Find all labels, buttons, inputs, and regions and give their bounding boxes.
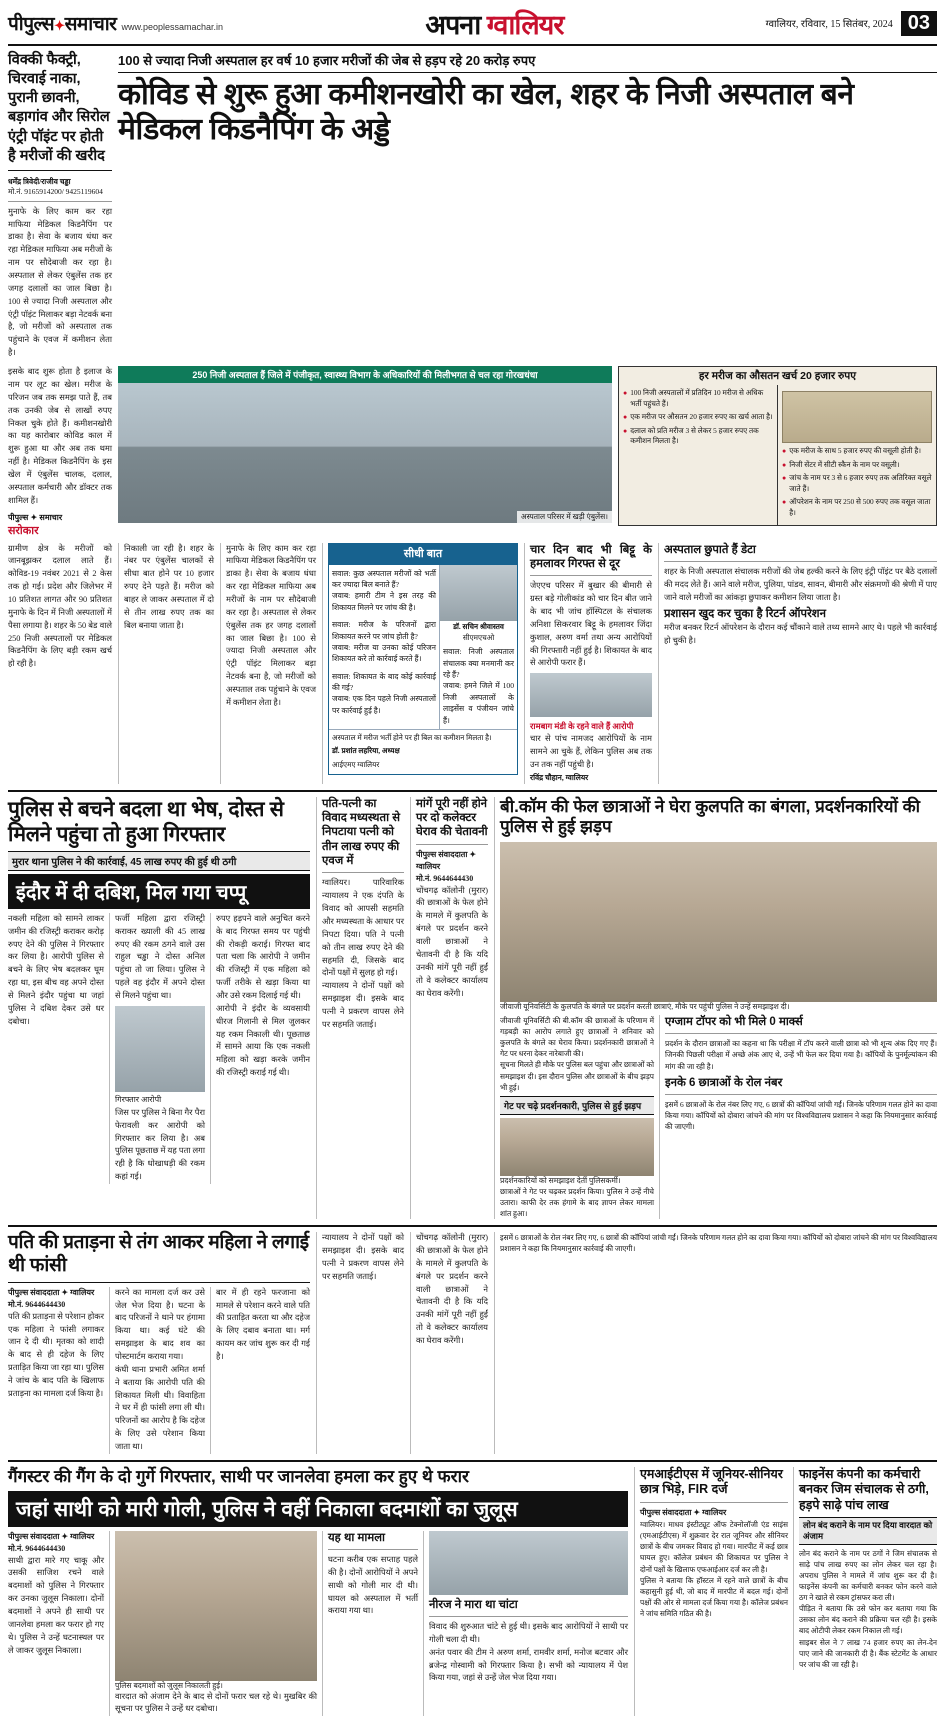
lead-photo-banner: 250 निजी अस्पताल हैं जिले में पंजीकृत, स्वास्थ्य विभाग के अधिकारियों की मिलीभगत से चल रहा गोरखधंधा	[118, 366, 612, 383]
seedhi-footer-name: डॉ. प्रशांत लहरिया, अध्यक्ष	[332, 746, 400, 756]
lead-kicker-column	[8, 51, 112, 360]
section4-right	[634, 1467, 937, 1716]
story-gangster-photo-col	[109, 1531, 317, 1716]
section3-filler-3	[494, 1232, 937, 1454]
lead-photo-caption: अस्पताल परिसर में खड़ी एंबुलेंस।	[517, 511, 612, 523]
factbox-item	[782, 446, 932, 457]
factbox-right	[777, 385, 936, 524]
story-suicide-body3: कंघी थाना प्रभारी अमित शर्मा ने बताया कि आरोपी पति की शिकायत मिली थी। विवाहिता ने घर में ही फांसी लगा ली थी। परिजनों का आरोप है कि दहेज के लिए उसे परेशान किया जाता था।	[115, 1364, 205, 1451]
lead-body-column	[8, 366, 112, 537]
story-disguise-body5: आरोपी ने इंदौर के व्यवसायी धीरज गिलानी से मिल जुलकर यह रकम निकाली थी। पूछताछ में सामने आया कि एक नकली महिला को खड़ा करके जमीन की रजिस्ट्री कराई गई थी।	[216, 1003, 310, 1078]
lead-author-mobile: मो.नं. 9165914200/ 9425119604	[8, 186, 103, 196]
factbox-item	[782, 497, 932, 518]
story-gangster-photo	[115, 1531, 317, 1681]
lead-kicker: विक्की फैक्ट्री, चिरवाई नाका, पुरानी छावनी, बड़ागांव और सिरोल एंट्री पॉइंट पर होती है मरीजों की खरीद	[8, 52, 110, 164]
story-disguise-col1	[8, 913, 104, 1184]
story-finance-body3: साइबर सेल ने 7 लाख 74 हजार रुपए का लेन-देन पाए जाने की जानकारी दी है। बैंक स्टेटमेंट के आधार पर जांच की जा रही है।	[799, 1637, 937, 1669]
lead-body-2: इसके बाद शुरू होता है इलाज के नाम पर लूट का खेल। मरीज के परिजन जब तक समझ पाते हैं, तब तक उनकी जेब से लाखों रुपए निकल चुके होते हैं। कमीशनखोरी का यह कारोबार कोविड काल में शुरू हुआ था और अब तक थमा नहीं है। मेडिकल किडनैपिंग के इस खेल में एंबुलेंस चालक, दलाल, अस्पताल कर्मचारी और डॉक्टर तक शामिल हैं।	[8, 367, 112, 505]
lead-section	[8, 51, 937, 360]
factbox-block	[618, 366, 937, 537]
factbox-item	[782, 473, 932, 494]
story-finance-body2: पीड़ित ने बताया कि उसे फोन कर बताया गया कि उसका लोन बंद कराने की प्रक्रिया चल रही है। इसके बाद ओटीपी लेकर रकम निकाल ली गई।	[799, 1604, 937, 1636]
story-gangster-head: गैंगस्टर की गैंग के दो गुर्गे गिरफ्तार, साथी पर जानलेवा हमला कर हुए थे फरार	[8, 1466, 469, 1486]
story-bcom-photo-caption: जीवाजी यूनिवर्सिटी के कुलपति के बंगले पर प्रदर्शन करती छात्राएं, मौके पर पहुंची पुलिस ने उन्हें समझाइश दी।	[500, 1001, 790, 1011]
qa-question: सवाल: निजी अस्पताल संचालक क्या मनमानी कर रहे हैं?	[443, 647, 514, 679]
masthead	[8, 6, 937, 46]
story-bcom-photo2	[500, 1118, 654, 1176]
masthead-left	[8, 10, 223, 36]
story-suicide-col3	[210, 1287, 310, 1454]
factbox-item-text: दलाल को प्रति मरीज 3 से लेकर 5 हजार रुपए तक कमीशन मिलता है।	[630, 425, 759, 446]
bullet-icon: ●	[782, 447, 787, 456]
qa-answer: जवाब: मरीज या उनका कोई परिजन शिकायत करे तो कार्रवाई करते हैं।	[332, 642, 436, 664]
qa-item	[440, 643, 517, 729]
story-mits-body2: पुलिस ने बताया कि हॉस्टल में रहने वाले छात्रों के बीच कहासुनी हुई थी, जो बाद में मारपीट में बदल गई। दोनों पक्षों की ओर से मामला दर्ज किया गया है। कॉलेज प्रबंधन ने जांच समिति गठित की है।	[640, 1575, 788, 1618]
qa-item	[329, 616, 439, 668]
section3-filler-3-text: इसमें 6 छात्राओं के रोल नंबर लिए गए, 6 छात्रों की कॉपियां जांची गईं। जिनके परिणाम गलत होने का दावा किया गया। कॉपियों को दोबारा जांचने की मांग पर विश्वविद्यालय प्रशासन ने कहा कि नियमानुसार कार्रवाई की जाएगी।	[500, 1233, 937, 1254]
section3-filler-1	[316, 1232, 404, 1454]
story-gangster-photo-caption: पुलिस बदमाशों को जुलूस निकालती हुई।	[115, 1680, 223, 1690]
story-mits	[640, 1467, 788, 1670]
factbox-item-text: निजी सेंटर में सीटी स्कैन के नाम पर वसूली।	[789, 459, 900, 469]
story-bcom	[494, 797, 937, 1220]
edition-title-left: अपना	[425, 9, 487, 40]
story-disguise-strap: मुरार थाना पुलिस ने की कार्रवाई, 45 लाख रुपए की हुई थी ठगी	[8, 851, 310, 871]
lead-photo	[118, 383, 612, 523]
story-finance-fraud	[793, 1467, 937, 1670]
bullet-icon: ●	[782, 498, 787, 507]
seedhi-title: सीधी बात	[329, 544, 517, 565]
website-url[interactable]: www.peoplessamachar.in	[121, 22, 224, 32]
lead-headline-column	[118, 51, 937, 360]
lead-body-1: मुनाफे के लिए काम कर रहा माफिया मेडिकल किडनैपिंग पर डाका है। सेवा के बजाय धंधा कर रहा मेडिकल माफिया अब मरीजों के नाम पर सौदेबाजी कर रहा है। अस्पताल से लेकर एंबुलेंस तक हर जगह दलालों का जाल बिछा है। 100 से ज्यादा निजी अस्पताल और एंट्री पॉइंट मिलाकर बड़ा नेटवर्क बना है, जो मरीजों को अस्पताल तक पहुंचाने के एवज में कमीशन लेता है।	[8, 206, 112, 358]
qa-question: सवाल: कुछ अस्पताल मरीजों को भर्ती कर ज्यादा बिल बनाते हैं?	[332, 568, 436, 589]
story-hospital-head: अस्पताल छुपाते हैं डेटा	[664, 543, 756, 556]
story-finance-head: फाइनेंस कंपनी का कर्मचारी बनकर जिम संचालक से ठगी, हड़पे साढ़े पांच लाख	[799, 1466, 929, 1513]
factbox-item-text: ऑपरेशन के नाम पर 250 से 500 रुपए तक वसूल जाता है।	[789, 497, 931, 517]
story-gangster	[8, 1467, 628, 1716]
story-disguise-photo-caption: गिरफ्तार आरोपी	[115, 1094, 162, 1104]
story-gangster-body3: अनंत पवार की टीम ने अरुण शर्मा, रामवीर शर्मा, मनोज बटवार और ब्रजेन्द्र गोस्वामी को गिरफ्तार किया है। सभी को न्यायालय में पेश किया गया, जहां से उन्हें जेल भेज दिया गया।	[429, 1647, 628, 1683]
story-warning-head: मांगें पूरी नहीं होने पर दो कलेक्टर घेराव की चेतावनी	[416, 797, 488, 839]
story-gangster-mobile: मो.नं. 9644644430	[8, 1543, 66, 1553]
logo-left-text: पीपुल्स	[8, 14, 55, 35]
story-hospital-body2: मरीज बनकर रिटर्न ऑपरेशन के दौरान कई चौंकाने वाले तथ्य सामने आए थे। पहले भी कार्रवाई हो चुकी है।	[664, 622, 937, 645]
qa-item	[329, 668, 439, 720]
story-bcom-body2: सूचना मिलते ही मौके पर पुलिस बल पहुंचा और छात्राओं को समझाइश दी। इस दौरान पुलिस और छात्राओं के बीच झड़प भी हुई।	[500, 1060, 654, 1092]
qa-question: सवाल: मरीज के परिजनों द्वारा शिकायत करने पर जांच होती है?	[332, 620, 436, 641]
factbox-item	[623, 412, 773, 423]
story-gangster-col4	[423, 1531, 628, 1716]
factbox-item-text: एक मरीज के साथ 5 हजार रुपए की वसूली होती है।	[789, 446, 921, 456]
story-bittu-caption: रविंद्र चौहान, ग्वालियर	[530, 772, 589, 782]
logo-right-text: समाचार	[64, 14, 117, 35]
story-bcom-col1	[500, 1015, 654, 1219]
story-topper-head: एग्जाम टॉपर को भी मिले 0 मार्क्स	[665, 1015, 803, 1028]
story-suicide	[8, 1232, 310, 1454]
story-gangster-subbody2: विवाद की शुरुआत चांटे से हुई थी। इसके बाद आरोपियों ने साथी पर गोली चला दी थी।	[429, 1621, 628, 1644]
story-gangster-subhead2: नीरज ने मारा था चांटा	[429, 1598, 518, 1611]
publication-logo	[8, 10, 116, 36]
story-warning-mobile: मो.नं. 9644644430	[416, 873, 474, 883]
bullet-icon: ●	[782, 474, 787, 483]
story-bcom-photo	[500, 842, 937, 1002]
story-suicide-byline: पीपुल्स संवाददाता ✦ ग्वालियर	[8, 1287, 95, 1297]
story-bcom-body: जीवाजी यूनिवर्सिटी की बी.कॉम की छात्राओं के परिणाम में गड़बड़ी का आरोप लगाते हुए छात्राओं ने शनिवार को कुलपति के बंगले का घेराव किया। प्रदर्शनकारी छात्राओं ने गेट पर धरना देकर नारेबाजी की।	[500, 1015, 654, 1059]
qa-item	[329, 565, 439, 617]
story-disguise-photo	[115, 1006, 205, 1092]
edition-title-right: ग्वालियर	[486, 9, 564, 40]
factbox-item-text: एक मरीज पर औसतन 20 हजार रुपए का खर्च आता है।	[630, 412, 773, 422]
story-disguise-col3	[210, 913, 310, 1184]
story-gangster-byline: पीपुल्स संवाददाता ✦ ग्वालियर	[8, 1531, 95, 1541]
story-bittu-photo	[530, 673, 652, 717]
bullet-icon: ●	[623, 389, 628, 398]
story-gangster-body: साथी द्वारा मारे गए चाकू और उसकी साजिश रचने वाले बदमाशों को पुलिस ने गिरफ्तार कर उनका जुलूस निकाला। दोनों बदमाशों ने अपने ही साथी पर जानलेवा हमला कर फरार हो गए थे। पुलिस ने उन्हें घटनास्थल पर ले जाकर जुलूस निकाला।	[8, 1555, 104, 1655]
col-village	[118, 543, 214, 784]
factbox-item	[623, 426, 773, 447]
story-suicide-head: पति की प्रताड़ना से तंग आकर महिला ने लगाई थी फांसी	[8, 1232, 309, 1276]
story-bittu-head: चार दिन बाद भी बिट्टू के हमलावर गिरफ्त से दूर	[530, 543, 652, 570]
story-suicide-col2	[109, 1287, 205, 1454]
story-gangster-body2: वारदात को अंजाम देने के बाद से दोनों फरार चल रहे थे। मुखबिर की सूचना पर पुलिस ने उन्हें धर दबोचा।	[115, 1691, 317, 1714]
bullet-icon: ●	[623, 426, 628, 435]
story-couple-head: पति-पत्नी का विवाद मध्यस्थता से निपटाया पत्नी को तीन लाख रुपए की एवज में	[322, 797, 401, 867]
lead-author: धर्मेंद्र त्रिवेदी/राजीव चड्ढा	[8, 176, 71, 186]
story-bcom-photo-caption2: प्रदर्शनकारियों को समझाइश देतीं पुलिसकर्मी।	[500, 1175, 621, 1185]
story-mits-body: ग्वालियर। माधव इंस्टीट्यूट ऑफ टेक्नोलॉजी एंड साइंस (एमआईटीएस) में शुक्रवार देर रात जूनियर और सीनियर छात्रों के बीच जमकर विवाद हो गया। मारपीट में कई छात्र घायल हुए। कॉलेज प्रबंधन की शिकायत पर पुलिस ने दोनों पक्षों के खिलाफ एफआईआर दर्ज कर ली है।	[640, 1520, 788, 1574]
section3-filler-2-text: चोंचगढ़ कॉलोनी (मुरार) की छात्राओं के फेल होने के मामले में कुलपति के बंगले पर प्रदर्शन करने वाली छात्राओं ने चेतावनी दी है कि यदि उनकी मांगें पूरी नहीं हुईं तो वे कलेक्टर कार्यालय का घेराव करेंगी।	[416, 1233, 488, 1345]
story-warning	[410, 797, 488, 1220]
story-couple-dispute	[316, 797, 404, 1220]
seedhi-baat-box	[322, 543, 518, 784]
story-bcom-head: बी.कॉम की फेल छात्राओं ने घेरा कुलपति का बंगला, प्रदर्शनकारियों की पुलिस से हुई झड़प	[500, 796, 921, 837]
story-bittu-body2: चार से पांच नामजद आरोपियों के नाम सामने आ चुके हैं, लेकिन पुलिस अब तक उन तक नहीं पहुंची है।	[530, 734, 652, 770]
col-village-text: निकाली जा रही है। शहर के नंबर पर एंबुलेंस चालकों से सीधा बात होने पर 10 हजार रुपए देने पड़ते हैं। मरीज को बाहर ले जाकर अस्पताल में दो से तीन लाख रुपए तक का बिल बनाया जाता है।	[124, 543, 214, 630]
story-bittu-body: जेएएच परिसर में बुखार की बीमारी से ग्रस्त बड़े गोलीकांड को चार दिन बीत जाने के बाद भी जांच हॉस्पिटल के संचालक अनिशा सिकरवार बिट्टू के हमलावर जिंदा कुशाल, अरुण वर्मा तथा अन्य आरोपियों की गिरफ्तारी नहीं हुई है। शिकायत के बाद से आरोपी फरार हैं।	[530, 581, 652, 668]
doctor-photo	[440, 565, 517, 621]
col-extra2	[220, 543, 316, 784]
section-two	[8, 790, 937, 1220]
factbox-item-text: जांच के नाम पर 3 से 6 हजार रुपए तक अतिरिक्त वसूले जाते हैं।	[789, 473, 932, 493]
story-finance-strap: लोन बंद कराने के नाम पर दिया वारदात को अंजाम	[799, 1517, 937, 1545]
story-disguise-col2	[109, 913, 205, 1184]
lead-columns	[8, 543, 937, 784]
story-gangster-col1	[8, 1531, 104, 1716]
story-gangster-col3	[322, 1531, 418, 1716]
lead-photo-block	[118, 366, 612, 537]
brand-tag: पीपुल्स ✦ समाचार	[8, 512, 63, 522]
section-three	[8, 1225, 937, 1454]
story-suicide-body4: बार में ही रहने फरजाना को मामले से परेशान करने वाले पति की प्रताड़ित करता था और दहेज के लिए दबाव बनाता था। मर्ग कायम कर जांच शुरू कर दी गई है।	[216, 1287, 310, 1361]
factbox-item	[782, 460, 932, 471]
qa-question: सवाल: शिकायत के बाद कोई कार्रवाई की गई?	[332, 671, 436, 693]
logo-dot-icon: ✦	[54, 18, 65, 33]
story-gangster-subhead: यह था मामला	[328, 1531, 386, 1544]
story-suicide-mobile: मो.नं. 9644644430	[8, 1299, 66, 1309]
story-suicide-body: पति की प्रताड़ना से परेशान होकर एक महिला ने फांसी लगाकर जान दे दी थी। मृतका को शादी के बाद से ही दहेज के लिए प्रताड़ित किया जा रहा था। पुलिस ने जांच के बाद पति के खिलाफ प्रताड़ना का मामला दर्ज किया है।	[8, 1311, 104, 1398]
story-disguise-body2: फर्जी महिला द्वारा रजिस्ट्री कराकर ख्याली की 45 लाख रुपए की रकम ठगने वाले उस राहुल चड्ढा ने दोस्त अनिल पहुंचा तो जा लिया। पुलिस ने पहले वह इंदौर में अपने दोस्त से मिलने पहुंचा था।	[115, 913, 205, 1001]
story-gangster-subbody: घटना करीब एक सप्ताह पहले की है। दोनों आरोपियों ने अपने साथी को गोली मार दी थी। घायल को अस्पताल में भर्ती कराया गया था।	[328, 1554, 418, 1616]
story-hospital-subhead: प्रशासन खुद कर चुका है रिटर्न ऑपरेशन	[664, 608, 826, 621]
story-disguise-body3: जिस पर पुलिस ने बिना गैर पैरा फेरावली कर आरोपी को गिरफ्तार कर लिया है। अब पुलिस पूछताछ में यह पता लगा रही है कि धोखाधड़ी की रकम कहां गई।	[115, 1107, 205, 1182]
issue-date: ग्वालियर, रविवार, 15 सितंबर, 2024	[765, 19, 893, 30]
bullet-icon: ●	[782, 460, 787, 469]
factbox-title: हर मरीज का औसतन खर्च 20 हजार रुपए	[698, 370, 857, 383]
factbox-item	[623, 388, 773, 409]
seedhi-note: अस्पताल में मरीज भर्ती होने पर ही बिल का कमीशन मिलता है।	[329, 729, 517, 745]
story-suicide-col1	[8, 1287, 104, 1454]
story-disguise-body4: रुपए हड़पने वाले अनुचित करने के बाद गिरफ्त समय पर पहुंची की रोकड़ी कराई। गिरफ्त बाद पता चला कि आरोपी ने जमीन की रजिस्ट्री में एक महिला को फर्जी तरीके से खड़ा किया था और उसे रकम दिलाई गई थी।	[216, 913, 310, 1001]
factbox-item-text: 100 निजी अस्पतालों में प्रतिदिन 10 मरीज से अधिक भर्ती पहुंचते हैं।	[630, 388, 764, 408]
col-lead-extra	[8, 543, 112, 784]
col-lead-extra-text: ग्रामीण क्षेत्र के मरीजों को जानबूझकर दलाल लाते हैं। कोविड-19 नवंबर 2021 से 2 केस तक हो गई। प्रदेश और जिलेभर में 10 प्रतिशत लागत और 90 प्रतिशत मुनाफे के दिन में निजी अस्पतालों में पैसा लगाया है। शहर के 50 बेड वाले 250 निजी अस्पतालों पर मेडिकल किडनैपिंग के लिए बड़ी रकम खर्च हो रही है।	[8, 543, 112, 669]
factbox-left	[619, 385, 777, 524]
doctor-name: डॉ. सचिन श्रीवास्तव	[453, 621, 504, 631]
story-warning-body: चोंचगढ़ कॉलोनी (मुरार) की छात्राओं के फेल होने के मामले में कुलपति के बंगले पर प्रदर्शन करने वाली छात्राओं ने चेतावनी दी है कि यदि उनकी मांगें पूरी नहीं हुईं तो वे कलेक्टर कार्यालय का घेराव करेंगी।	[416, 885, 488, 998]
lead-headline: कोविड से शुरू हुआ कमीशनखोरी का खेल, शहर के निजी अस्पताल बने मेडिकल किडनैपिंग के अड्डे	[118, 78, 854, 146]
section3-filler-1-text: न्यायालय ने दोनों पक्षों को समझाइश दी। इसके बाद पत्नी ने प्रकरण वापस लेने पर सहमति जताई।	[322, 1233, 404, 1281]
money-illustration	[782, 391, 932, 443]
col-extra2-text: मुनाफे के लिए काम कर रहा माफिया मेडिकल किडनैपिंग पर डाका है। सेवा के बजाय धंधा कर रहा मेडिकल माफिया अब मरीजों के नाम पर सौदेबाजी कर रहा है। अस्पताल से लेकर एंबुलेंस तक हर जगह दलालों का जाल बिछा है। 100 से ज्यादा निजी अस्पताल और एंट्री पॉइंट मिलाकर बड़ा नेटवर्क बना है, जो मरीजों को अस्पताल तक पहुंचाने के एवज में कमीशन लेता है।	[226, 543, 316, 707]
section3-filler-2	[410, 1232, 488, 1454]
story-mits-byline: पीपुल्स संवाददाता ✦ ग्वालियर	[640, 1508, 727, 1518]
story-hospital-body: शहर के निजी अस्पताल संचालक मरीजों की जेब हल्की करने के लिए इंट्री पॉइंट पर बैठे दलालों की मदद लेते हैं। आने वाले मरीज, पुलिया, पांडव, सावन, बीमारी और संक्रमणों की श्रेणी में पाए जाने वाले मरीजों का आंकड़ा छुपाकर कमीशन लिया जाता है।	[664, 566, 937, 602]
doctor-role: सीएमएचओ	[462, 632, 495, 642]
story-bcom-subhead: गेट पर चढ़े प्रदर्शनकारी, पुलिस से हुई झड़प	[500, 1096, 654, 1115]
lead-media-row	[8, 366, 937, 537]
qa-answer: जवाब: हमने जिले में 100 निजी अस्पतालों के लाइसेंस व पंजीयन जांचे हैं।	[443, 681, 514, 725]
story-disguise-band: इंदौर में दी दबिश, मिल गया चप्पू	[8, 874, 310, 909]
brand-subtag: सरोकार	[8, 524, 39, 537]
story-bcom-subbody: छात्राओं ने गेट पर चढ़कर प्रदर्शन किया। पुलिस ने उन्हें नीचे उतारा। काफी देर तक हंगामे के बाद ज्ञापन लेकर मामला शांत हुआ।	[500, 1186, 654, 1218]
lead-overline: 100 से ज्यादा निजी अस्पताल हर वर्ष 10 हजार मरीजों की जेब से हड़प रहे 20 करोड़ रुपए	[118, 51, 937, 73]
story-disguise	[8, 797, 310, 1220]
story-gangster-band: जहां साथी को मारी गोली, पुलिस ने वहीं निकाला बदमाशों का जुलूस	[8, 1491, 628, 1527]
masthead-right	[766, 11, 937, 36]
story-finance-body: लोन बंद कराने के नाम पर ठगों ने जिम संचालक से साढ़े पांच लाख रुपए का लोन लेकर चल रहा है। अपराध पुलिस ने मामले में जांच शुरू कर दी है। फाइनेंस कंपनी का कर्मचारी बनकर फोन करने वाले ठग ने खाते से रकम ट्रांसफर करा ली।	[799, 1548, 937, 1603]
section-four	[8, 1460, 937, 1716]
page-number: 03	[901, 11, 937, 36]
story-suicide-body2: करने का मामला दर्ज कर उसे जेल भेज दिया है। घटना के बाद परिजनों ने थाने पर हंगामा किया था। कई घंटे की समझाइश के बाद शव का पोस्टमार्टम कराया गया।	[115, 1287, 205, 1361]
story-gangster-mugshot	[429, 1531, 628, 1595]
story-mits-head: एमआईटीएस में जूनियर-सीनियर छात्र भिड़े, FIR दर्ज	[640, 1466, 783, 1497]
story-bittu-subhead: रामबाग मंडी के रहने वाले हैं आरोपी	[530, 722, 634, 732]
story-disguise-body: नकली महिला को सामने लाकर जमीन की रजिस्ट्री कराकर करोड़ रुपए देने की पुलिस ने गिरफ्तार कर लिया है। आरोपी पुलिस से बचने के लिए भेष बदलकर घूम रहा था, इस बीच वह अपने दोस्त से मिलने इंदौर पहुंचा था जहां पुलिस ने दबिश देकर उसे धर दबोचा।	[8, 913, 104, 1026]
story-topper-body: प्रदर्शन के दौरान छात्राओं का कहना था कि परीक्षा में टॉप करने वाली छात्रा को भी शून्य अंक दिए गए हैं। जिनकी पिछली परीक्षा में अच्छे अंक आए थे, उन्हें भी फेल कर दिया गया है। कॉपियों के पुनर्मूल्यांकन की मांग की जा रही है।	[665, 1039, 937, 1071]
story-disguise-head: पुलिस से बचने बदला था भेष, दोस्त से मिलने पहुंचा तो हुआ गिरफ्तार	[8, 797, 284, 846]
story-couple-body: ग्वालियर। पारिवारिक न्यायालय ने एक दंपति के विवाद को आपसी सहमति और मध्यस्थता के आधार पर निपटा दिया। पति ने पत्नी को तीन लाख रुपए देने की सहमति दी, जिसके बाद दोनों पक्षों में सुलह हो गई।	[322, 878, 404, 978]
story-bcom-col2	[659, 1015, 937, 1219]
story-rollno-body: इसमें 6 छात्राओं के रोल नंबर लिए गए, 6 छात्रों की कॉपियां जांची गईं। जिनके परिणाम गलत होने का दावा किया गया। कॉपियों को दोबारा जांचने की मांग पर विश्वविद्यालय प्रशासन ने कहा कि नियमानुसार कार्रवाई की जाएगी।	[665, 1100, 937, 1132]
story-couple-body2: न्यायालय ने दोनों पक्षों को समझाइश दी। इसके बाद पत्नी ने प्रकरण वापस लेने पर सहमति जताई।	[322, 981, 404, 1029]
seedhi-footer-role: आईएमए ग्वालियर	[332, 760, 380, 770]
story-bittu	[524, 543, 652, 784]
qa-answer: जवाब: हमारी टीम ने इस तरह की शिकायत मिलने पर जांच की है।	[332, 591, 436, 612]
edition-title	[425, 5, 563, 42]
story-hospital-data	[658, 543, 937, 784]
story-warning-byline: पीपुल्स संवाददाता ✦ ग्वालियर	[416, 849, 477, 871]
story-rollno-head: इनके 6 छात्राओं के रोल नंबर	[665, 1076, 783, 1089]
bullet-icon: ●	[623, 413, 628, 422]
qa-answer: जवाब: एक दिन पहले निजी अस्पतालों पर कार्रवाई हुई है।	[332, 694, 436, 715]
